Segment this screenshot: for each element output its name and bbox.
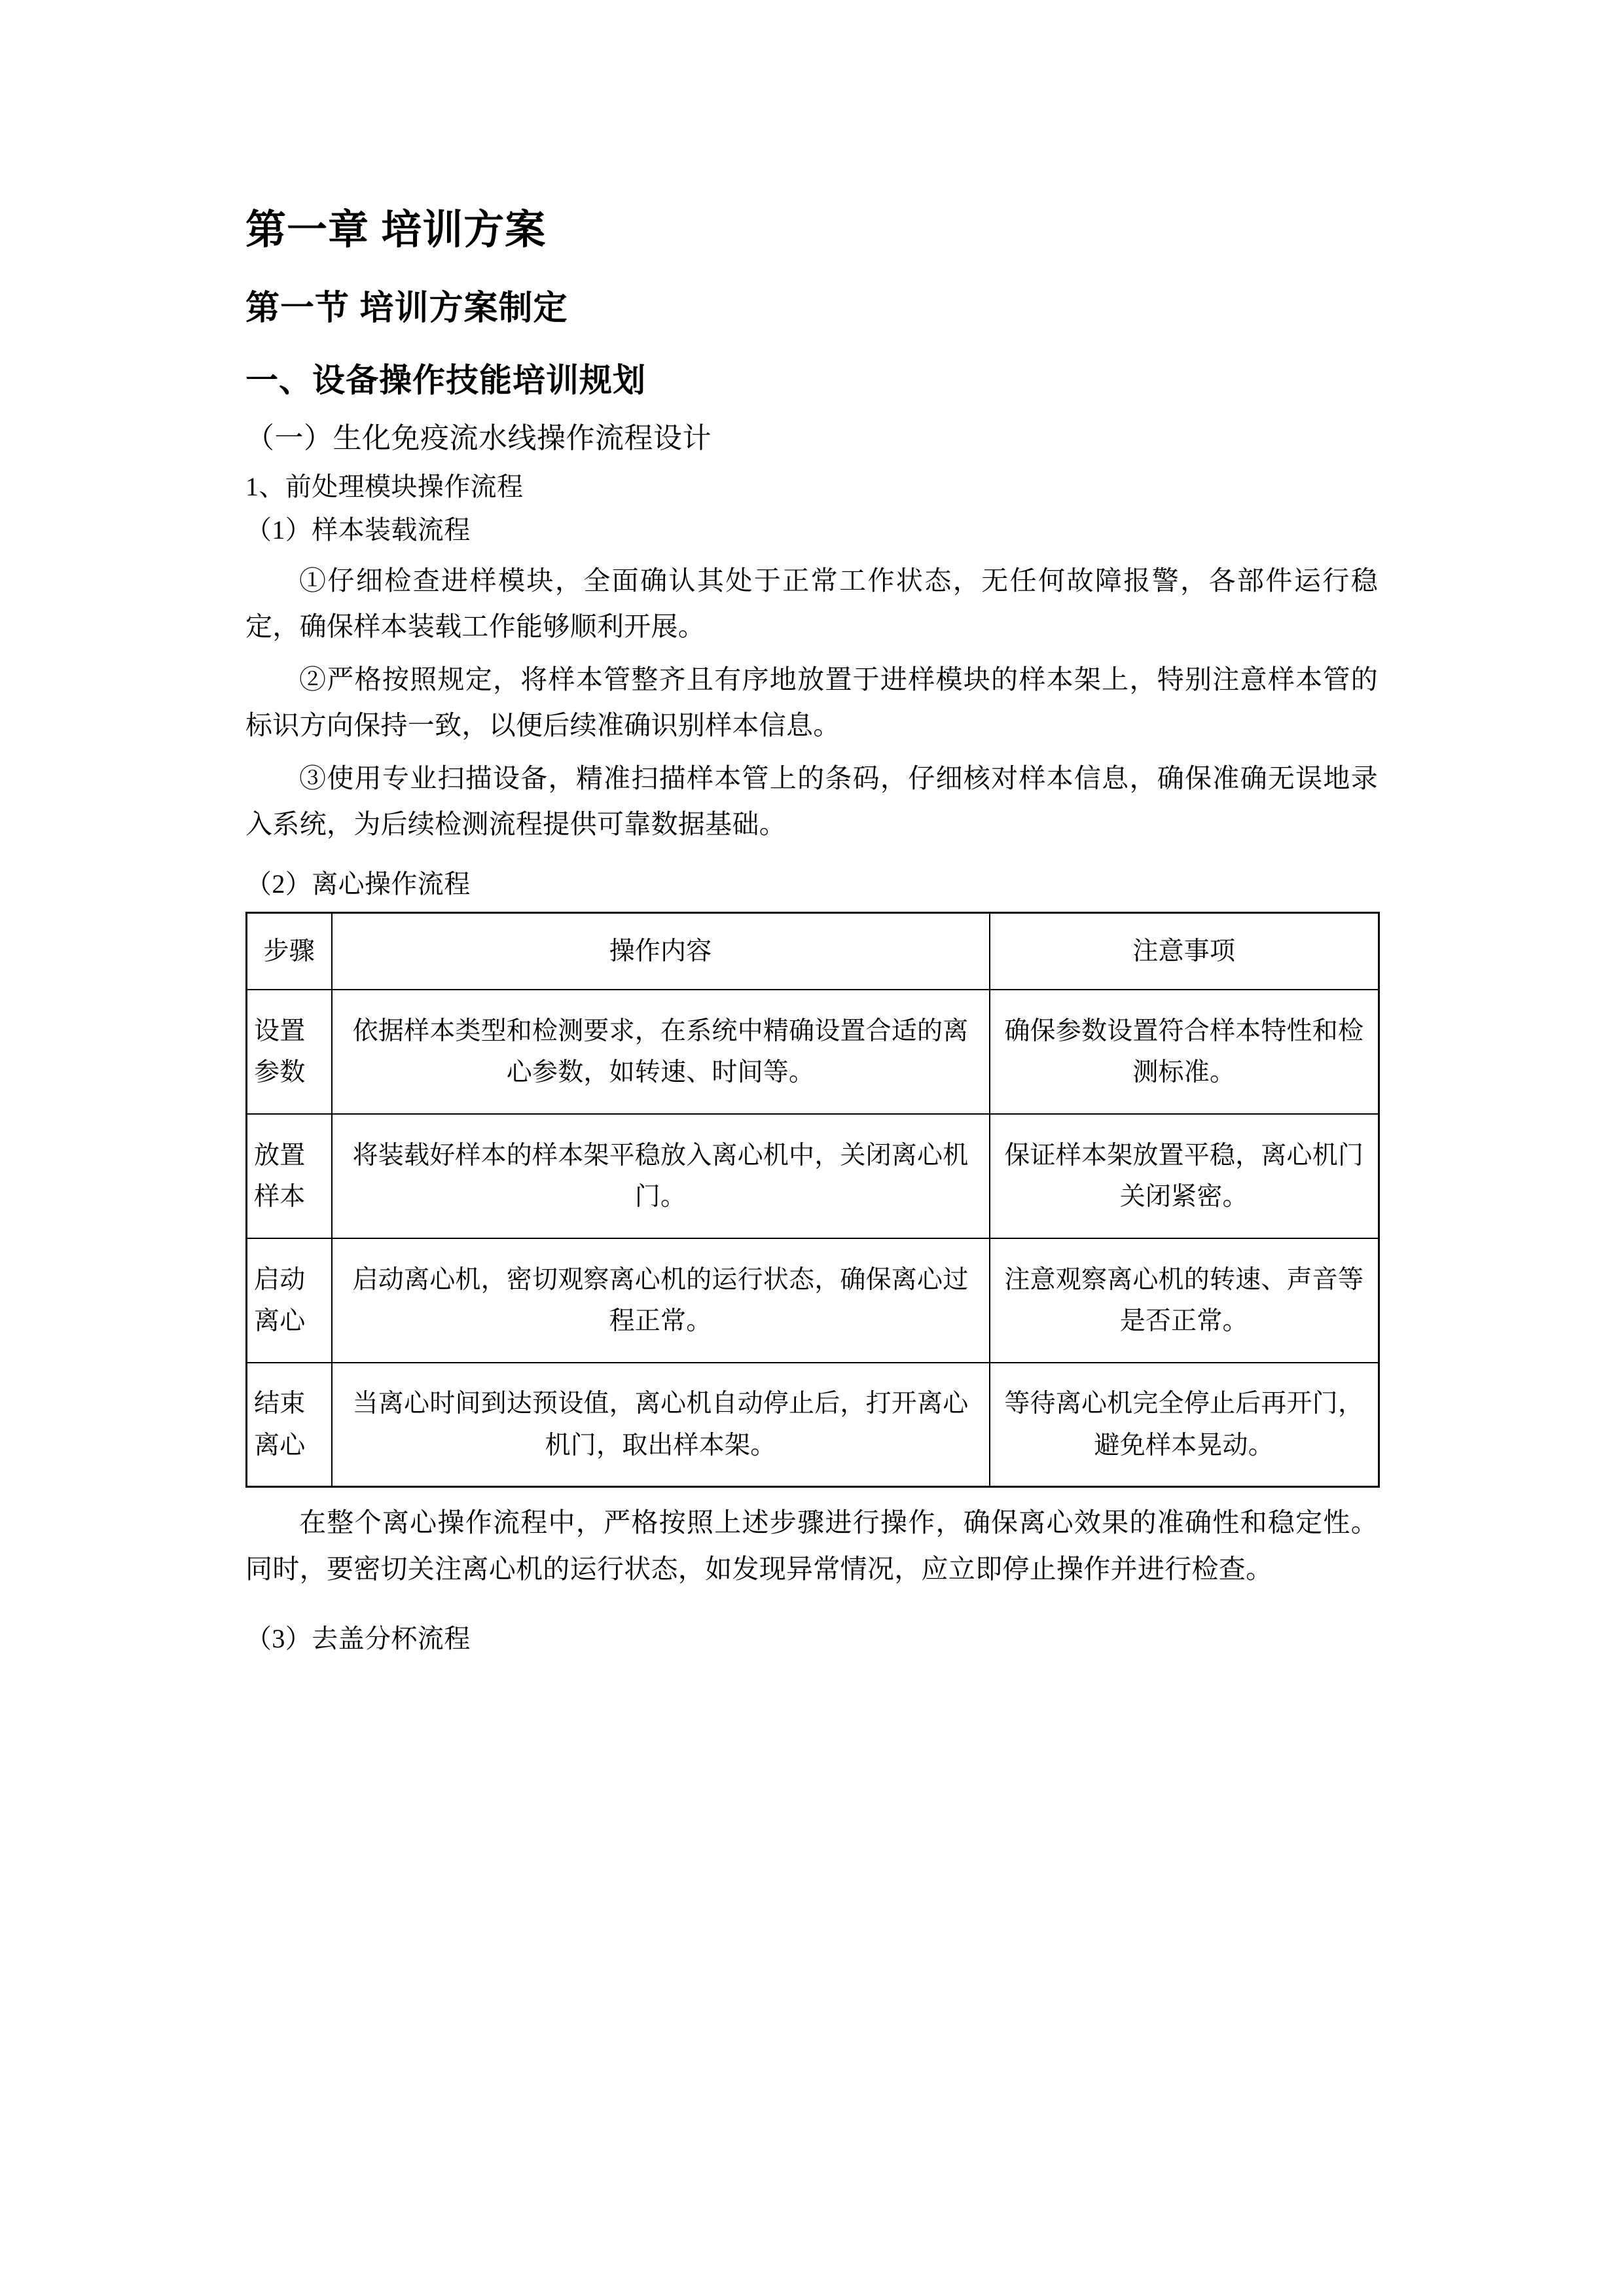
closing-paragraph: 在整个离心操作流程中，严格按照上述步骤进行操作，确保离心效果的准确性和稳定性。同时，要密切关注离心机的运行状态，如发现异常情况，应立即停止操作并进行检查。: [245, 1507, 1378, 1584]
cell-step: 设置参数: [247, 990, 332, 1114]
list-item-1-2: （2）离心操作流程: [245, 869, 471, 899]
table-row: [247, 1238, 1379, 1363]
list-item-1-1: （1）样本装载流程: [245, 514, 471, 545]
table-row: [247, 990, 1379, 1114]
page-content: [245, 206, 1378, 1657]
column-header-step: 步骤: [247, 912, 332, 990]
section-heading: 第一节 培训方案制定: [245, 289, 568, 328]
cell-operation: 启动离心机，密切观察离心机的运行状态，确保离心过程正常。: [332, 1238, 990, 1363]
cell-operation: 当离心时间到达预设值，离心机自动停止后，打开离心机门，取出样本架。: [332, 1363, 990, 1487]
list-item-1: 1、前处理模块操作流程: [245, 471, 524, 501]
cell-note: 保证样本架放置平稳，离心机门关闭紧密。: [990, 1114, 1379, 1238]
table-row: [247, 1363, 1379, 1487]
chapter-heading: 第一章 培训方案: [245, 207, 547, 253]
spacer: [245, 1598, 1378, 1621]
cell-operation: 依据样本类型和检测要求，在系统中精确设置合适的离心参数，如转速、时间等。: [332, 990, 990, 1114]
cell-note: 注意观察离心机的转速、声音等是否正常。: [990, 1238, 1379, 1363]
paragraph-3: ③使用专业扫描设备，精准扫描样本管上的条码，仔细核对样本信息，确保准确无误地录入系统，为后续检测流程提供可靠数据基础。: [245, 762, 1378, 840]
paragraph-2: ②严格按照规定，将样本管整齐且有序地放置于进样模块的样本架上，特别注意样本管的标识方向保持一致，以便后续准确识别样本信息。: [245, 664, 1378, 741]
cell-note: 确保参数设置符合样本特性和检测标准。: [990, 990, 1379, 1114]
numbered-heading: 一、设备操作技能培训规划: [245, 361, 646, 399]
cell-operation: 将装载好样本的样本架平稳放入离心机中，关闭离心机门。: [332, 1114, 990, 1238]
table-header-row: [247, 912, 1379, 990]
column-header-note: 注意事项: [990, 912, 1379, 990]
cell-note: 等待离心机完全停止后再开门，避免样本晃动。: [990, 1363, 1379, 1487]
centrifuge-procedure-table: [245, 912, 1380, 1488]
column-header-operation: 操作内容: [332, 912, 990, 990]
sub-heading: （一）生化免疫流水线操作流程设计: [245, 422, 712, 454]
cell-step: 结束离心: [247, 1363, 332, 1487]
cell-step: 启动离心: [247, 1238, 332, 1363]
spacer: [245, 854, 1378, 866]
cell-step: 放置样本: [247, 1114, 332, 1238]
paragraph-1: ①仔细检查进样模块，全面确认其处于正常工作状态，无任何故障报警，各部件运行稳定，确保样本装载工作能够顺利开展。: [245, 565, 1378, 642]
list-item-1-3: （3）去盖分杯流程: [245, 1624, 471, 1654]
table-row: [247, 1114, 1379, 1238]
